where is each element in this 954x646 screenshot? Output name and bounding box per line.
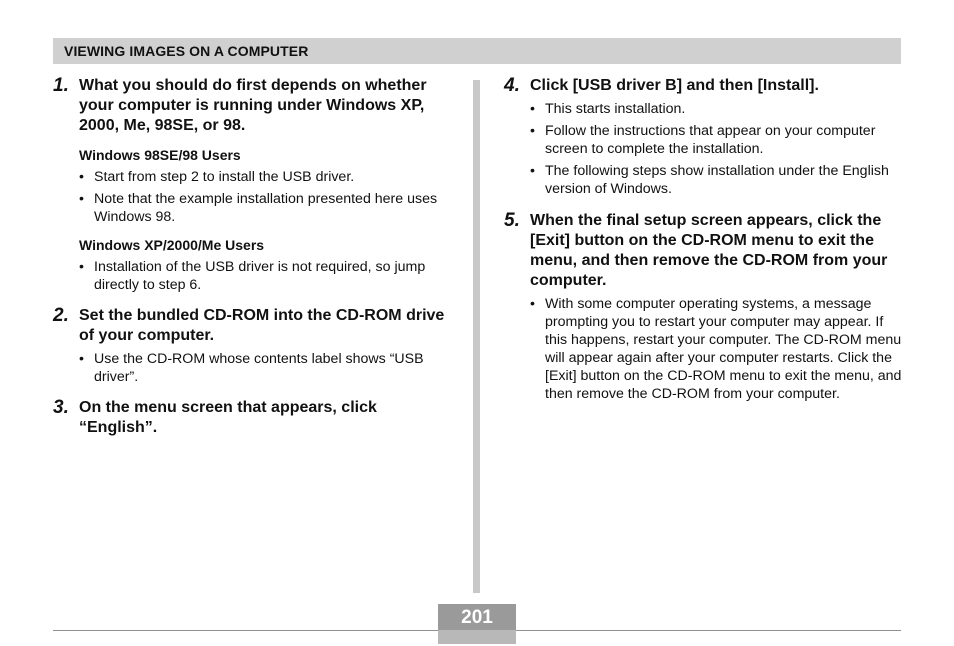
bullet-glyph: • <box>79 169 84 185</box>
page-number-tab-base <box>438 630 516 644</box>
page-number-box <box>438 604 516 644</box>
list-item: • Start from step 2 to install the USB driver. <box>79 169 355 185</box>
section-header-bar <box>53 38 901 64</box>
column-divider <box>473 80 480 593</box>
step-1-text: What you should do first depends on whether your computer is running under Windows XP, 2000, Me, 98SE, or 98. <box>79 77 427 134</box>
windows-98-subhead: Windows 98SE/98 Users <box>79 147 241 163</box>
step-3-text: On the menu screen that appears, click “English”. <box>79 399 377 436</box>
step-5-text: When the final setup screen appears, click the [Exit] button on the CD-ROM menu to exit the menu, and then remove the CD-ROM from your computer. <box>530 212 888 289</box>
list-item: • Use the CD-ROM whose contents label shows “USB driver”. <box>79 351 424 385</box>
bullet-glyph: • <box>79 351 84 367</box>
list-item: • The following steps show installation under the English version of Windows. <box>530 163 889 197</box>
windows-xp-bullets <box>79 258 453 294</box>
bullet-glyph: • <box>530 163 535 179</box>
step-4 <box>504 76 904 198</box>
list-item: • Note that the example installation presented here uses Windows 98. <box>79 191 438 225</box>
step-4-bullets <box>530 100 904 198</box>
step-2-bullets <box>79 350 453 386</box>
step-4-number: 4. <box>504 75 520 96</box>
bullet-glyph: • <box>79 191 84 207</box>
list-item: • Installation of the USB driver is not required, so jump directly to step 6. <box>79 259 426 293</box>
bullet-glyph: • <box>530 101 535 117</box>
list-item: • This starts installation. <box>530 101 686 117</box>
step-5 <box>504 211 904 403</box>
section-title: VIEWING IMAGES ON A COMPUTER <box>64 43 309 59</box>
right-column <box>504 76 904 407</box>
bullet-glyph: • <box>530 296 535 312</box>
bullet-glyph: • <box>79 259 84 275</box>
step-2-number: 2. <box>53 305 69 326</box>
windows-98-bullets <box>79 168 453 226</box>
windows-xp-subhead: Windows XP/2000/Me Users <box>79 237 265 253</box>
list-item: • Follow the instructions that appear on your computer screen to complete the installation. <box>530 123 876 157</box>
step-3-number: 3. <box>53 397 69 418</box>
step-2-text: Set the bundled CD-ROM into the CD-ROM drive of your computer. <box>79 307 445 344</box>
step-5-bullets <box>530 295 904 403</box>
step-4-text: Click [USB driver B] and then [Install]. <box>530 77 819 94</box>
left-column <box>53 76 453 438</box>
step-1-number: 1. <box>53 75 69 96</box>
page-number: 201 <box>461 607 493 628</box>
list-item: • With some computer operating systems, a message prompting you to restart your computer may appear. If this happens, restart your computer. The CD-ROM menu will appear again after your computer restarts. Click the [Exit] button on the CD-ROM menu to exit the menu, and then remove the CD-ROM from your computer. <box>530 296 902 402</box>
step-3 <box>53 398 453 438</box>
step-1 <box>53 76 453 294</box>
bullet-glyph: • <box>530 123 535 139</box>
step-5-number: 5. <box>504 210 520 231</box>
step-2 <box>53 306 453 386</box>
